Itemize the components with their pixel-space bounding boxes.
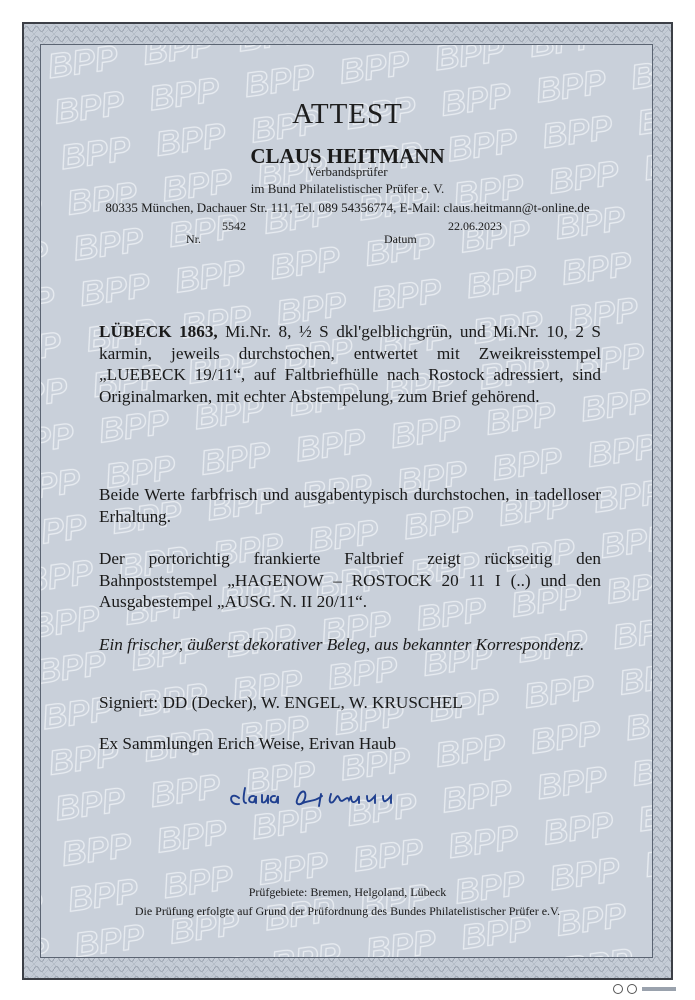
certificate-number: 5542 <box>222 219 246 233</box>
examiner-address: 80335 München, Dachauer Str. 111, Tel. 089 54356774, E-Mail: claus.heitmann@t-online.de <box>105 200 590 215</box>
signed-by-paragraph: Signiert: DD (Decker), W. ENGEL, W. KRUSCHEL <box>99 693 463 712</box>
description-text: Mi.Nr. 8, ½ S dkl'gelblichgrün, und Mi.Nr. 10, 2 S karmin, jeweils durchstochen, entwertet mit Zweikreisstempel „LUEBECK 19/11“, auf Faltbriefhülle nach Rostock adressiert, sind Originalmarken, mit echter Abstempelung, zum Brief gehörend. <box>99 322 601 407</box>
certificate-date-label: Datum <box>384 232 417 246</box>
description-paragraph <box>99 321 601 408</box>
examination-fields: Prüfgebiete: Bremen, Helgoland, Lübeck <box>248 885 447 899</box>
provenance-paragraph: Ex Sammlungen Erich Weise, Erivan Haub <box>99 734 397 753</box>
description-lead: LÜBECK 1863, <box>99 322 218 341</box>
assessment-paragraph: Ein frischer, äußerst dekorativer Beleg, aus bekannter Korrespondenz. <box>99 635 585 654</box>
examination-rules: Die Prüfung erfolgte auf Grund der Prüfordnung des Bundes Philatelistischer Prüfer e.V. <box>134 904 561 918</box>
certificate-number-label: Nr. <box>186 232 201 246</box>
seal-logos <box>612 983 682 995</box>
postmark-paragraph: Der portorichtig frankierte Faltbrief zeigt rückseitig den Bahnpoststempel „HAGENOW – ROSTOCK 20 11 I (..) und den Ausgabestempel „AUSG. N. II 20/11“. <box>99 549 601 612</box>
association-name: im Bund Philatelistischer Prüfer e. V. <box>250 181 445 196</box>
handwritten-signature <box>225 776 455 816</box>
condition-paragraph: Beide Werte farbfrisch und ausgabentypisch durchstochen, in tadelloser Erhaltung. <box>99 485 601 526</box>
certificate-date: 22.06.2023 <box>448 219 502 233</box>
certificate-title: ATTEST <box>292 98 403 130</box>
examiner-name: CLAUS HEITMANN <box>250 144 445 168</box>
examiner-role: Verbandsprüfer <box>307 164 388 179</box>
